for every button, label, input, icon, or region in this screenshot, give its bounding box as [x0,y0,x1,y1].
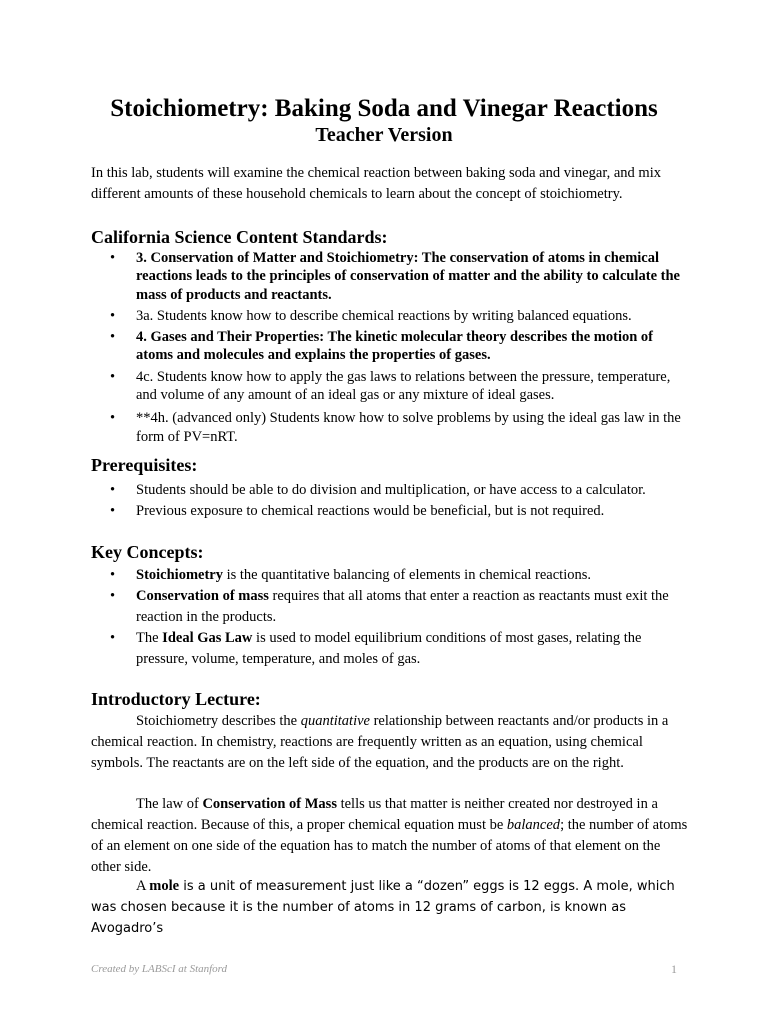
bullet-icon: • [110,588,116,604]
lecture-heading: Introductory Lecture: [91,689,261,709]
list-item: • 4. Gases and Their Properties: The kinetic molecular theory describes the motion of atoms and molecules and explains the properties of gases. [110,329,653,364]
bullet-icon: • [110,567,116,583]
bullet-icon: • [110,250,116,266]
bullet-icon: • [110,482,116,498]
prerequisites-heading: Prerequisites: [91,455,198,475]
lecture-paragraph-3: A mole is a unit of measurement just like a “dozen” eggs is 12 eggs. A mole, which was chosen because it is the number of atoms in 12 grams of carbon, is known as Avogadro’s [91,878,675,936]
lecture-paragraph-1: Stoichiometry describes the quantitative relationship between reactants and/or products in a chemical reaction. In chemistry, reactions are frequently written as an equation, using chemical symbols. The reactants are on the left side of the equation, and the products are on the right. [91,713,669,771]
bullet-icon: • [110,307,116,324]
lecture-paragraph-2: The law of Conservation of Mass tells us that matter is neither created nor destroyed in a chemical reaction. Because of this, a proper chemical equation must be balanced; the number of atoms of an element on one side of the equation has to match the number of atoms of that element on the other side. [91,796,688,875]
key-concepts-heading: Key Concepts: [91,542,204,562]
list-item: • The Ideal Gas Law is used to model equilibrium conditions of most gases, relating the pressure, volume, temperature, and moles of gas. [110,630,642,667]
list-item: • Students should be able to do division and multiplication, or have access to a calculator. [110,480,690,501]
standards-list [110,249,690,446]
list-item: • Previous exposure to chemical reactions would be beneficial, but is not required. [110,501,690,522]
bullet-icon: • [110,503,116,519]
bullet-icon: • [110,329,116,346]
key-concepts-list [110,565,690,670]
list-item: • 3. Conservation of Matter and Stoichiometry: The conservation of atoms in chemical reactions leads to the principles of conservation of matter and the ability to calculate the mass of products and reactants. [110,250,680,303]
page-subtitle: Teacher Version [315,124,453,146]
prerequisites-list [110,480,690,522]
page-title: Stoichiometry: Baking Soda and Vinegar Reactions [110,95,658,122]
bullet-icon: • [110,368,116,385]
footer-credit: Created by LABScI at Stanford [91,963,228,975]
bullet-icon: • [110,410,116,427]
list-item: • **4h. (advanced only) Students know how to solve problems by using the ideal gas law in the form of PV=nRT. [110,410,681,445]
bullet-icon: • [110,630,116,646]
list-item: • 3a. Students know how to describe chemical reactions by writing balanced equations. [110,307,632,324]
standards-heading: California Science Content Standards: [91,227,388,247]
list-item: • Conservation of mass requires that all atoms that enter a reaction as reactants must exit the reaction in the products. [110,588,669,625]
intro-paragraph: In this lab, students will examine the chemical reaction between baking soda and vinegar, and mix different amounts of these household chemicals to learn about the concept of stoichiometry. [91,165,661,202]
list-item: • 4c. Students know how to apply the gas laws to relations between the pressure, temperature, and volume of any amount of an ideal gas or any mixture of ideal gases. [110,368,671,404]
page-number: 1 [671,962,677,976]
list-item: • Stoichiometry is the quantitative balancing of elements in chemical reactions. [110,565,690,586]
